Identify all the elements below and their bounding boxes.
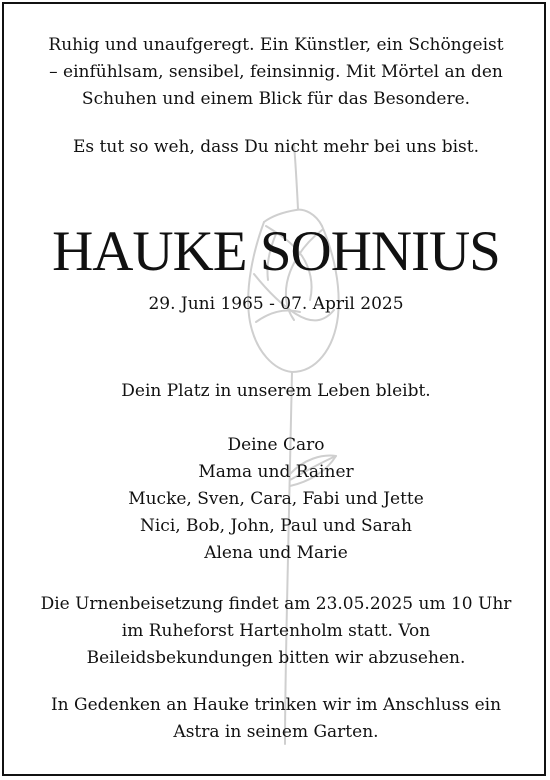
family-entry: Nici, Bob, John, Paul und Sarah <box>139 516 413 536</box>
remembrance-line: In Gedenken an Hauke trinken wir im Anschluss ein <box>50 695 502 715</box>
obituary-notice <box>2 2 546 776</box>
intro-line: Ruhig und unaufgeregt. Ein Künstler, ein Schöngeist <box>48 35 504 55</box>
family-list <box>4 432 546 567</box>
family-entry: Alena und Marie <box>204 543 348 563</box>
life-dates: 29. Juni 1965 - 07. April 2025 <box>148 294 404 314</box>
burial-line: Die Urnenbeisetzung findet am 23.05.2025 um 10 Uhr <box>40 594 512 614</box>
intro-line: – einfühlsam, sensibel, feinsinnig. Mit Mörtel an den <box>49 62 503 82</box>
intro-line: Schuhen und einem Blick für das Besondere. <box>81 89 471 109</box>
burial-line: Beileidsbekundungen bitten wir abzusehen. <box>86 648 466 668</box>
deceased-name: HAUKE SOHNIUS <box>52 220 500 283</box>
remembrance-paragraph <box>4 692 546 746</box>
remembrance-line: Astra in seinem Garten. <box>173 722 379 742</box>
motto: Dein Platz in unserem Leben bleibt. <box>121 381 431 401</box>
family-entry: Mama und Rainer <box>198 462 354 482</box>
family-entry: Mucke, Sven, Cara, Fabi und Jette <box>128 489 424 509</box>
grief-line: Es tut so weh, dass Du nicht mehr bei uns bist. <box>73 137 479 157</box>
intro-paragraph <box>4 32 546 113</box>
family-entry: Deine Caro <box>227 435 325 455</box>
burial-paragraph <box>4 591 546 672</box>
burial-line: im Ruheforst Hartenholm statt. Von <box>121 621 431 641</box>
